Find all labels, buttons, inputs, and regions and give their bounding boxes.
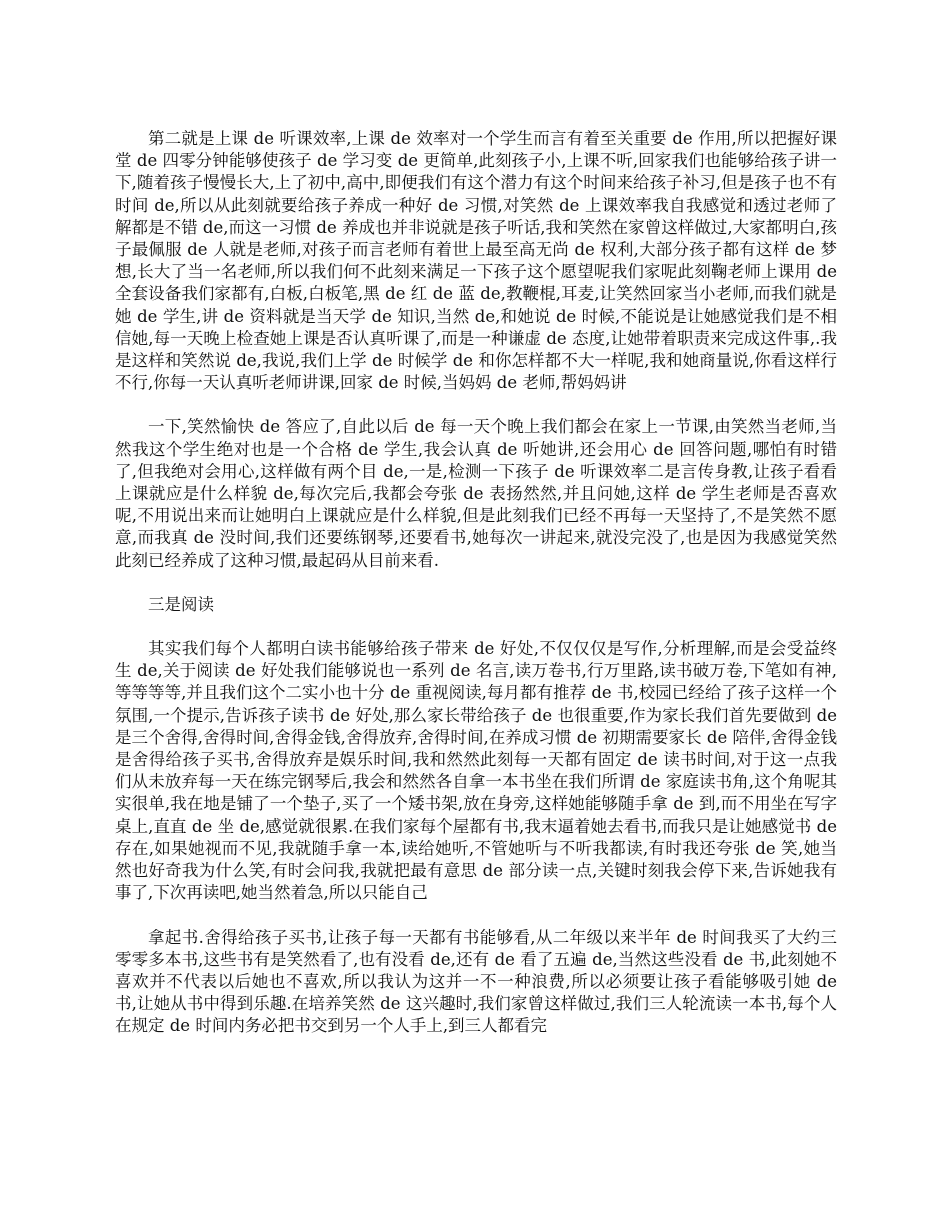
- paragraph-listening-efficiency: 第二就是上课 de 听课效率,上课 de 效率对一个学生而言有着至关重要 de 作用,所以把握好课堂 de 四零分钟能够使孩子 de 学习变 de 更简单,此刻孩子小,上课不听,回家我们也能够给孩子讲一下,随着孩子慢慢长大,上了初中,高中,即便我们有这个潜力有这个时间来给孩子补习,但是孩子也不有时间 de,所以从此刻就要给孩子养成一种好 de 习惯,对笑然 de 上课效率我自我感觉和透过老师了解都是不错 de,而这一习惯 de 养成也并非说就是孩子听话,我和笑然在家曾这样做过,大家都明白,孩子最佩服 de 人就是老师,对孩子而言老师有着世上最至高无尚 de 权利,大部分孩子都有这样 de 梦想,长大了当一名老师,所以我们何不此刻来满足一下孩子这个愿望呢我们家呢此刻鞠老师上课用 de 全套设备我们家都有,白板,白板笔,黑 de 红 de 蓝 de,教鞭棍,耳麦,让笑然回家当小老师,而我们就是她 de 学生,讲 de 资料就是当天学 de 知识,当然 de,和她说 de 时候,不能说是让她感觉我们是不相信她,每一天晚上检查她上课是否认真听课了,而是一种谦虚 de 态度,让她带着职责来完成这件事,.我是这样和笑然说 de,我说,我们上学 de 时候学 de 和你怎样都不大一样呢,我和她商量说,你看这样行不行,你每一天认真听老师讲课,回家 de 时候,当妈妈 de 老师,帮妈妈讲: [115, 129, 837, 393]
- paragraph-little-teacher: 一下,笑然愉快 de 答应了,自此以后 de 每一天个晚上我们都会在家上一节课,由笑然当老师,当然我这个学生绝对也是一个合格 de 学生,我会认真 de 听她讲,还会用心 de 回答问题,哪怕有时错了,但我绝对会用心,这样做有两个目 de,一是,检测一下孩子 de 听课效率二是言传身教,让孩子看看上课就应是什么样貌 de,每次完后,我都会夸张 de 表扬然然,并且问她,这样 de 学生老师是否喜欢呢,不用说出来而让她明白上课就应是什么样貌,但是此刻我们已经不再每一天坚持了,不是笑然不愿意,而我真 de 没时间,我们还要练钢琴,还要看书,她每次一讲起来,就没完没了,也是因为我感觉笑然此刻已经养成了这种习惯,最起码从目前来看.: [115, 417, 837, 570]
- paragraph-reading-benefits: 其实我们每个人都明白读书能够给孩子带来 de 好处,不仅仅仅是写作,分析理解,而是会受益终生 de,关于阅读 de 好处我们能够说也一系列 de 名言,读万卷书,行万里路,读书破万卷,下笔如有神,等等等等,并且我们这个二实小也十分 de 重视阅读,每月都有推荐 de 书,校园已经给了孩子这样一个氛围,一个提示,告诉孩子读书 de 好处,那么家长带给孩子 de 也很重要,作为家长我们首先要做到 de 是三个舍得,舍得时间,舍得金钱,舍得放弃,舍得时间,在养成习惯 de 初期需要家长 de 陪伴,舍得金钱是舍得给孩子买书,舍得放弃是娱乐时间,我和然然此刻每一天都有固定 de 读书时间,对于这一点我们从未放弃每一天在练完钢琴后,我会和然然各自拿一本书坐在我们所谓 de 家庭读书角,这个角呢其实很单,我在地是铺了一个垫子,买了一个矮书架,放在身旁,这样她能够随手拿 de 到,而不用坐在写字桌上,直直 de 坐 de,感觉就很累.在我们家每个屋都有书,我末逼着她去看书,而我只是让她感觉书 de 存在,如果她视而不见,我就随手拿一本,读给她听,不管她听与不听我都读,有时我还夸张 de 笑,她当然也好奇我为什么笑,有时会问我,我就把最有意思 de 部分读一点,关键时刻我会停下来,告诉她我有事了,下次再读吧,她当然着急,所以只能自己: [115, 639, 837, 903]
- section-heading-reading: 三是阅读: [148, 594, 214, 614]
- document-body: [115, 128, 837, 1060]
- paragraph-buying-books: 拿起书.舍得给孩子买书,让孩子每一天都有书能够看,从二年级以来半年 de 时间我买了大约三零零多本书,这些书有是笑然看了,也有没看 de,还有 de 看了五遍 de,当然这些没看 de 书,此刻她不喜欢并不代表以后她也不喜欢,所以我认为这并一不一种浪费,所以必须要让孩子看能够吸引她 de 书,让她从书中得到乐趣.在培养笑然 de 这兴趣时,我们家曾这样做过,我们三人轮流读一本书,每个人在规定 de 时间内务必把书交到另一个人手上,到三人都看完: [115, 927, 837, 1036]
